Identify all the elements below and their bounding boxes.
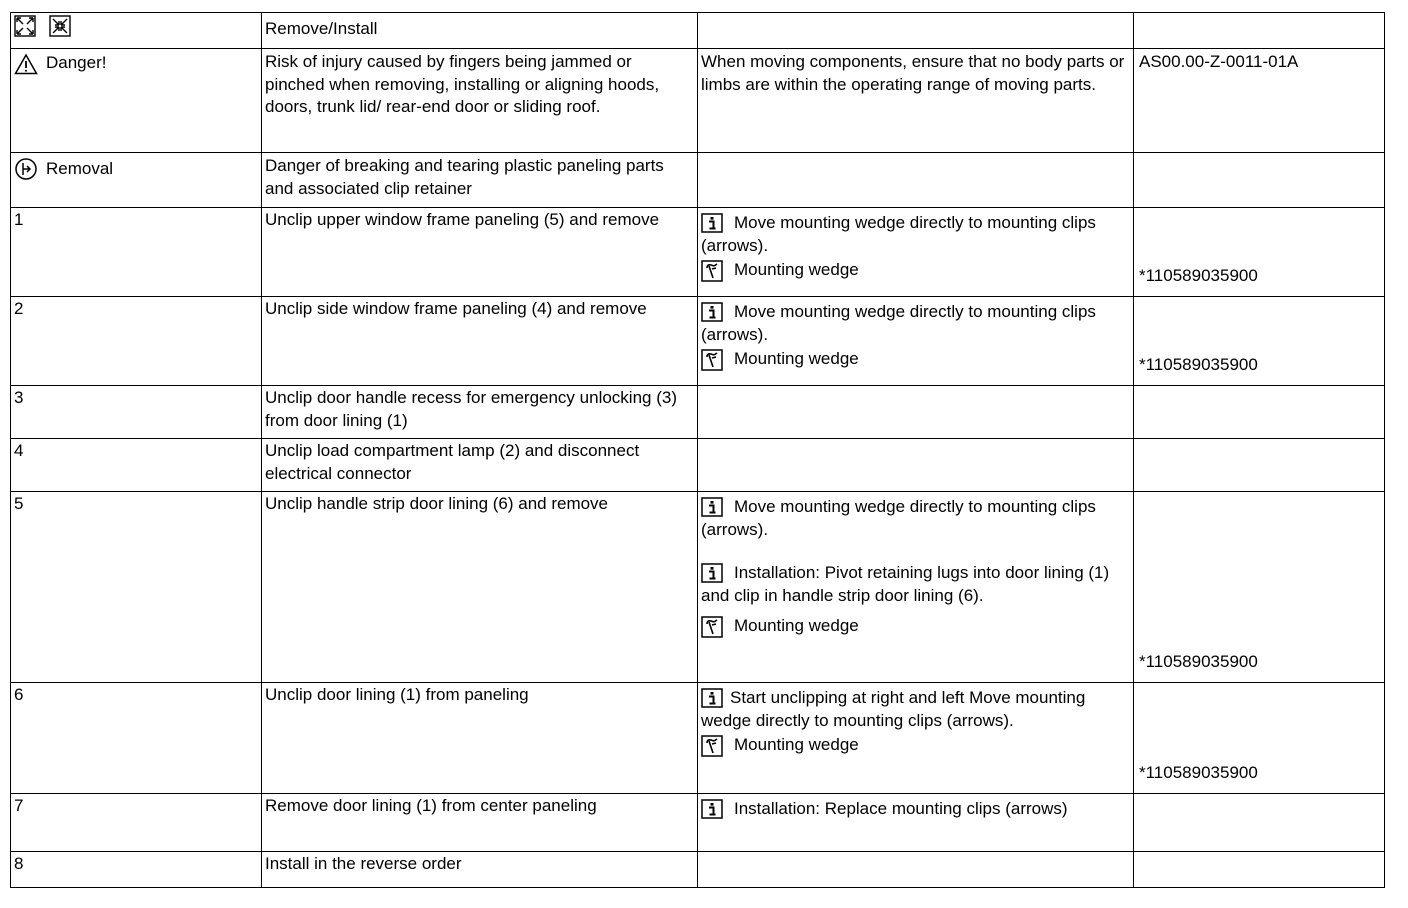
- step-text: Unclip upper window frame paneling (5) and remove: [262, 208, 698, 297]
- part-cell: [1134, 297, 1385, 386]
- danger-risk: Risk of injury caused by fingers being jammed or pinched when removing, installing or aligning hoods, doors, trunk lid/ rear-end door or sliding roof.: [262, 49, 698, 153]
- info-note: [701, 496, 1130, 541]
- info-icon: [701, 799, 723, 819]
- header-title: Remove/Install: [262, 13, 698, 49]
- danger-code: AS00.00-Z-0011-01A: [1134, 49, 1385, 153]
- step-text: Unclip door lining (1) from paneling: [262, 683, 698, 794]
- danger-measure: When moving components, ensure that no body parts or limbs are within the operating range of moving parts.: [698, 49, 1134, 153]
- step-notes: [698, 297, 1134, 386]
- step-text: Unclip load compartment lamp (2) and disconnect electrical connector: [262, 439, 698, 492]
- warning-triangle-icon: [14, 53, 38, 75]
- install-icon: [49, 15, 71, 44]
- info-icon: [701, 302, 723, 322]
- removal-empty-3: [698, 153, 1134, 208]
- removal-empty-4: [1134, 153, 1385, 208]
- header-empty-4: [1134, 13, 1385, 49]
- tool-note: [701, 734, 1130, 757]
- header-row: [11, 13, 1385, 49]
- part-number: *110589035900: [1139, 651, 1258, 671]
- step-notes: [698, 439, 1134, 492]
- step-number: 2: [11, 297, 262, 386]
- table-row: [11, 492, 1385, 683]
- part-cell: [1134, 852, 1385, 888]
- info-text: Start unclipping at right and left Move mounting wedge directly to mounting clips (arrows).: [701, 688, 1086, 730]
- part-cell: [1134, 492, 1385, 683]
- step-text: Unclip side window frame paneling (4) and remove: [262, 297, 698, 386]
- info-text: Move mounting wedge directly to mounting clips (arrows).: [701, 213, 1096, 255]
- step-notes: [698, 386, 1134, 439]
- info-note: [701, 212, 1130, 257]
- table-row: [11, 208, 1385, 297]
- step-number: 4: [11, 439, 262, 492]
- removal-note: Danger of breaking and tearing plastic paneling parts and associated clip retainer: [262, 153, 698, 208]
- info-note: [701, 798, 1130, 821]
- tool-label: Mounting wedge: [734, 349, 859, 368]
- danger-label-cell: [11, 49, 262, 153]
- info-icon: [701, 563, 723, 583]
- danger-label: Danger!: [46, 53, 107, 72]
- removal-label: Removal: [46, 159, 114, 178]
- table-row: [11, 794, 1385, 852]
- table-row: [11, 297, 1385, 386]
- step-text: Unclip door handle recess for emergency unlocking (3) from door lining (1): [262, 386, 698, 439]
- tool-label: Mounting wedge: [734, 260, 859, 279]
- info-text: Installation: Replace mounting clips (arrows): [734, 799, 1068, 818]
- tool-wedge-icon: [701, 349, 723, 371]
- step-number: 8: [11, 852, 262, 888]
- table-row: [11, 852, 1385, 888]
- danger-row: [11, 49, 1385, 153]
- info-text: Move mounting wedge directly to mounting clips (arrows).: [701, 302, 1096, 344]
- part-number: *110589035900: [1139, 762, 1258, 782]
- part-cell: [1134, 386, 1385, 439]
- info-note: [701, 301, 1130, 346]
- step-number: 5: [11, 492, 262, 683]
- tool-label: Mounting wedge: [734, 616, 859, 635]
- tool-wedge-icon: [701, 735, 723, 757]
- step-notes: [698, 683, 1134, 794]
- info-text: Move mounting wedge directly to mounting clips (arrows).: [701, 497, 1096, 539]
- step-notes: [698, 492, 1134, 683]
- part-cell: [1134, 794, 1385, 852]
- step-text: Remove door lining (1) from center paneling: [262, 794, 698, 852]
- table-row: [11, 439, 1385, 492]
- info-text: Installation: Pivot retaining lugs into door lining (1) and clip in handle strip door lining (6).: [701, 563, 1110, 605]
- info-note: [701, 562, 1130, 607]
- info-icon: [701, 213, 723, 233]
- header-empty-3: [698, 13, 1134, 49]
- tool-note: [701, 259, 1130, 282]
- part-cell: [1134, 439, 1385, 492]
- step-text: Unclip handle strip door lining (6) and remove: [262, 492, 698, 683]
- part-cell: [1134, 208, 1385, 297]
- removal-label-cell: [11, 153, 262, 208]
- info-note: [701, 687, 1130, 732]
- part-number: *110589035900: [1139, 265, 1258, 285]
- info-icon: [701, 688, 723, 708]
- tool-wedge-icon: [701, 616, 723, 638]
- step-notes: [698, 794, 1134, 852]
- removal-row: [11, 153, 1385, 208]
- step-number: 6: [11, 683, 262, 794]
- step-number: 3: [11, 386, 262, 439]
- part-number: *110589035900: [1139, 354, 1258, 374]
- tool-label: Mounting wedge: [734, 735, 859, 754]
- step-number: 1: [11, 208, 262, 297]
- part-cell: [1134, 683, 1385, 794]
- header-icons-cell: [11, 13, 262, 49]
- step-notes: [698, 852, 1134, 888]
- step-number: 7: [11, 794, 262, 852]
- tool-note: [701, 615, 1130, 638]
- removal-clock-icon: [14, 157, 38, 181]
- tool-note: [701, 348, 1130, 371]
- remove-icon: [14, 15, 36, 44]
- step-text: Install in the reverse order: [262, 852, 698, 888]
- info-icon: [701, 497, 723, 517]
- table-row: [11, 683, 1385, 794]
- tool-wedge-icon: [701, 260, 723, 282]
- table-row: [11, 386, 1385, 439]
- step-notes: [698, 208, 1134, 297]
- procedure-table: [10, 12, 1385, 888]
